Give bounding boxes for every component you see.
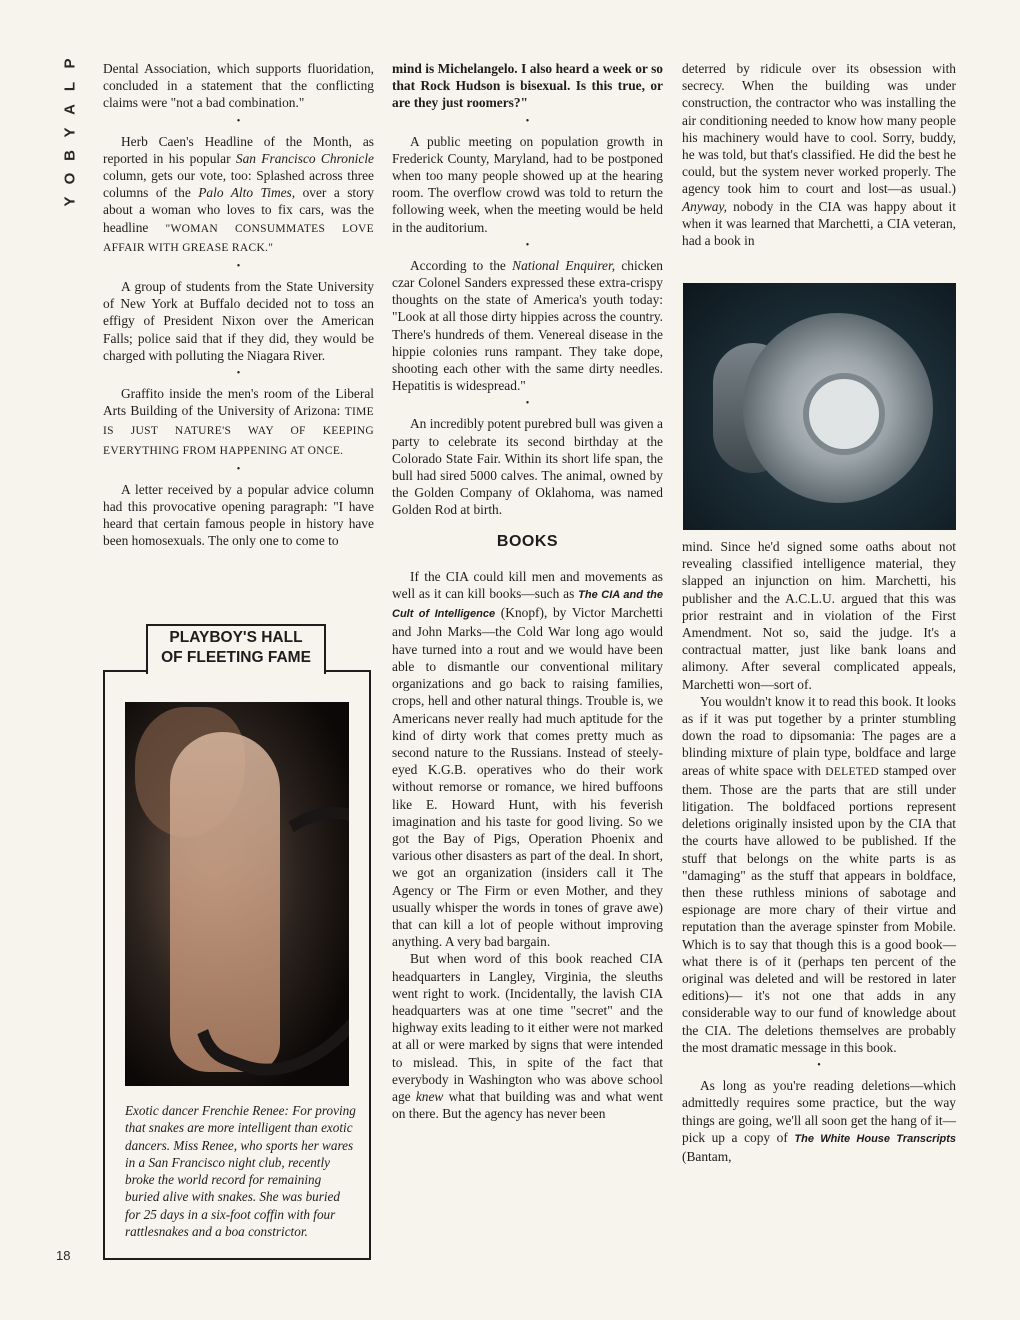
column-3-continued [682,538,956,1165]
section-bullet: • [525,239,530,251]
paragraph: An incredibly potent purebred bull was given a party to celebrate its second birthday at the Colorado State Fair. Within its short life span, the bull had sired 5000 calves. The animal, owned by the Golden Company of Oklahoma, was named Golden Rod at birth. [392,416,663,518]
dancer-photo [125,702,349,1086]
paragraph: deterred by ridicule over its obsession with secrecy. When the building was under construction, the contractor who was installing the air conditioning needed to know how many people his machinery would have to cool. Sorry, buddy, he was told, but that's classified. He did the best he could, but the system never worked properly. The agency took him to court and lost—as usual.) Anyway, nobody in the CIA was happy about it when it was learned that Marchetti, a CIA veteran, had a book in [682,61,956,249]
paragraph: But when word of this book reached CIA headquarters in Langley, Virginia, the sleuths went right to work. (Incidentally, the lavish CIA headquarters was at one time "secret" and the highway exits leading to it either were not marked at all or were marked by signs that were intended to mislead. This, in spite of the fact that everybody in Washington who was above school age knew what that building was and what went on there. But the agency has never been [392,951,663,1122]
column-1 [103,60,374,550]
paragraph: A public meeting on population growth in Frederick County, Maryland, had to be postponed when too many people showed up at the hearing room. The overflow crowd was told to return the following week, when the meeting would be held in the auditorium. [392,133,663,235]
paragraph: According to the National Enquirer, chicken czar Colonel Sanders expressed these extra-crispy thoughts on the state of America's youth today: "Look at all those dirty hippies across the country. There's hundreds of them. Venereal disease in the hippie colonies runs rampant. They take dope, shooting each other with the same dirty needles. Hepatitis is widespread." [392,257,663,394]
side-label-letter: Y [61,196,79,207]
section-bullet: • [817,1060,821,1072]
paragraph: You wouldn't know it to read this book. It looks as if it was put together by a printer stumbling down the road to dipsomania: The pages are a blinding mixture of plain type, boldface and large areas of white space with DELETED stamped over them. Those are the parts that are still under litigation. The boldfaced portions represent deletions originally insisted upon by the CIA that the courts have allowed to be published. If the stuff that belongs on the white parts is as "damaging" as the stuff that appears in boldface, then these ruthless minions of sabotage and espionage are more chary of their virtue and reputation than the average spinster from Mobile. Which is to say that though this is a good book—what there is of it (perhaps ten percent of the original was deleted and will be restored in later editions)— it's not one that adds in any considerable way to our fund of knowledge about the CIA. The deletions themselves are probably the most dramatic message in this book. [682,693,956,1055]
section-bullet: • [236,261,241,273]
paragraph: mind. Since he'd signed some oaths about not revealing classified intelligence material, they slapped an injunction on him. Marchetti, his publisher and the A.C.L.U. argued that this was prior restraint and in violation of the First Amendment. Not so, said the judge. It's a contractual matter, just like bank loans and alimony. After several complicated appeals, Marchetti won—sort of. [682,539,956,692]
side-label-letter: L [61,81,79,92]
section-bullet: • [236,368,241,380]
section-bullet: • [236,115,241,127]
photo-caption: Exotic dancer Frenchie Renee: For proving that snakes are more intelligent than exotic dancers. Miss Renee, who sports her wares in a San Francisco night club, recently broke the world record for remaining buried alive with snakes. She was buried for 25 days in a six-foot coffin with four rattlesnakes and a boa constrictor. [125,1103,356,1240]
section-bullet: • [525,398,530,410]
column-2 [392,60,663,1122]
books-heading: BOOKS [496,532,559,550]
section-bullet: • [236,463,241,475]
side-label-letter: P [61,58,79,69]
paragraph: mind is Michelangelo. I also heard a week or so that Rock Hudson is bisexual. Is this true, or are they just roomers?" [392,61,663,111]
side-label-letter: A [61,104,79,115]
side-label-letter: O [61,172,79,185]
side-label-letter: Y [61,127,79,138]
page-number: 18 [56,1248,71,1263]
hof-border [103,670,371,1260]
paragraph: As long as you're reading deletions—which admittedly requires some practice, but the way things are going, we'll all soon get the hang of it—pick up a copy of The White House Transcripts (Bantam, [682,1078,956,1164]
paragraph: Graffito inside the men's room of the Liberal Arts Building of the University of Arizona: TIME IS JUST NATURE'S WAY OF KEEPING EVERYTHING FROM HAPPENING AT ONCE. [103,386,374,457]
paragraph: Herb Caen's Headline of the Month, as reported in his popular San Francisco Chronicle column, gets our vote, too: Splashed across three columns of the Palo Alto Times, over a story about a woman who loves to fix cars, was the headline "WOMAN CONSUMMATES LOVE AFFAIR WITH GREASE RACK." [103,133,374,254]
tape-reel-photo [683,283,956,530]
paragraph: A group of students from the State University of New York at Buffalo decided not to toss an effigy of President Nixon over the American Falls; police said that if they did, they would be charged with polluting the Niagara River. [103,279,374,363]
side-label-letter: B [61,150,79,161]
paragraph: A letter received by a popular advice column had this provocative opening paragraph: "I have heard that certain famous people in history have been homosexuals. The only one to come to [103,481,374,549]
column-3 [682,60,956,249]
paragraph: Dental Association, which supports fluoridation, concluded in a statement that the conflicting claims were "not a bad combination." [103,61,374,111]
paragraph: If the CIA could kill men and movements as well as it can kill books—such as The CIA and the Cult of Intelligence (Knopf), by Victor Marchetti and John Marks—the Cold War long ago would have turned into a rout and we would have been able to dismantle our conventional military organizations and go back to raising families, crops, hell and other natural things. Trouble is, we Americans never really had much aptitude for the kind of dirty work that comes pretty much as second nature to the Russians. Instead of steely-eyed K.G.B. operatives who do their work without remorse or romance, we hired buffoons like E. Howard Hunt, with his feverish imagination and his taste for good living. So we got the Bay of Pigs, Operation Phoenix and various other disasters as part of the deal. In short, we got an organization (insiders call it The Agency or The Firm or even Mother, and they usually whisper the words in tones of grave awe) that can kill a lot of people without improving anything. A very bad bargain. [392,568,663,950]
section-bullet: • [525,115,530,127]
magazine-side-label [60,52,80,213]
hof-title: PLAYBOY'S HALL OF FLEETING FAME [146,624,326,674]
hall-of-fleeting-fame-box [103,624,371,1260]
